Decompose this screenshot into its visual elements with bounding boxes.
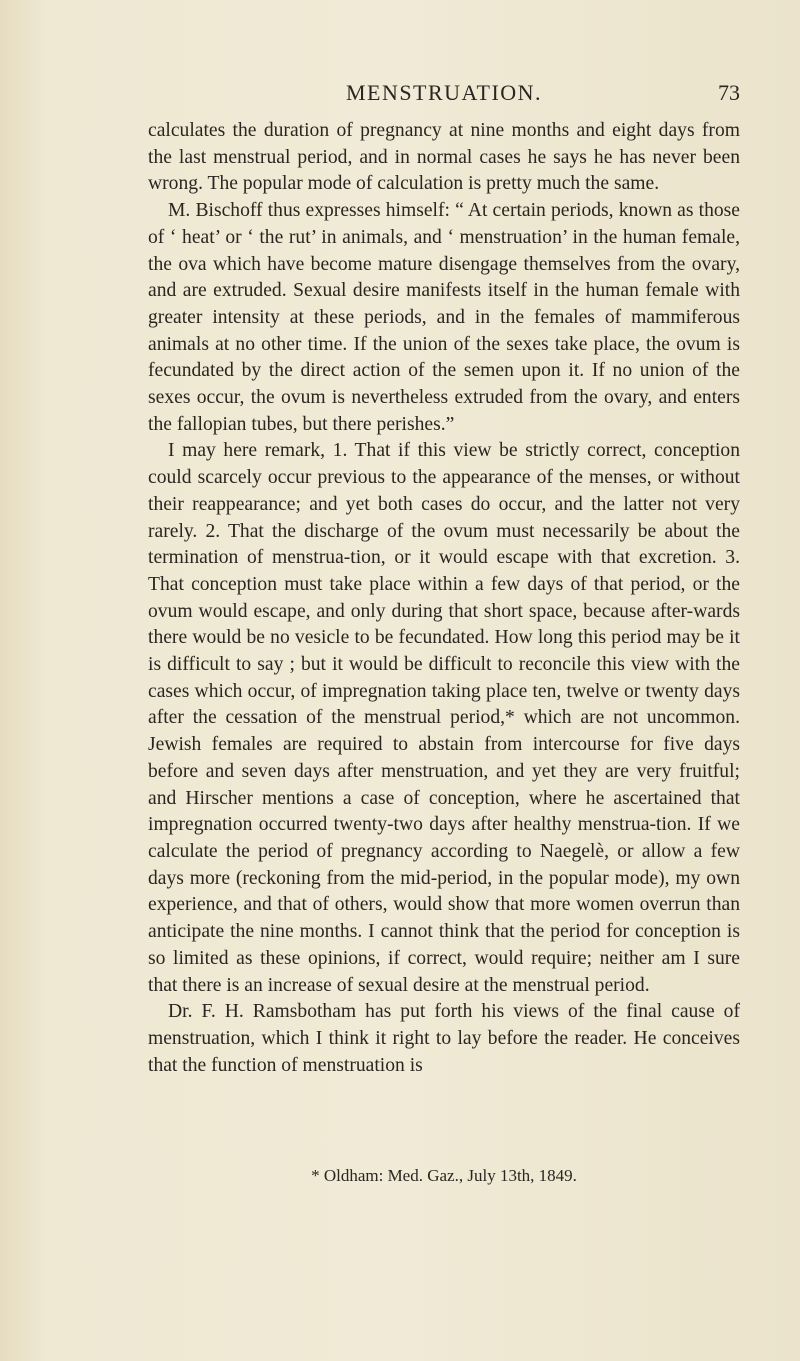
footnote: * Oldham: Med. Gaz., July 13th, 1849. — [311, 1166, 577, 1185]
paragraph-remarks: I may here remark, 1. That if this view be strictly correct, conception could scarcely occur previous to the appearance of the menses, or without their reappearance; and yet both cases do occur, and the latter not very rarely. 2. That the discharge of the ovum must necessarily be about the termination of menstrua-tion, or it would escape with that excretion. 3. That conception must take place within a few days of that period, or the ovum would escape, and only during that short space, because after-wards there would be no vesicle to be fecundated. How long this period may be it is difficult to say ; but it would be difficult to reconcile this view with the cases which occur, of impregnation taking place ten, twelve or twenty days after the cessation of the menstrual period,* which are not uncommon. Jewish females are required to abstain from intercourse for five days before and seven days after menstruation, and yet they are very fruitful; and Hirscher mentions a case of conception, where he ascertained that impregnation occurred twenty-two days after healthy menstrua-tion. If we calculate the period of pregnancy according to Naegelè, or allow a few days more (reckoning from the mid-period, in the popular mode), my own experience, and that of others, would show that more women overrun than anticipate the nine months. I cannot think that the period for conception is so limited as these opinions, if correct, would require; neither am I sure that there is an increase of sexual desire at the menstrual period. — [148, 440, 740, 996]
running-title: MENSTRUATION. — [345, 80, 543, 105]
paragraph-ramsbotham: Dr. F. H. Ramsbotham has put forth his views of the final cause of menstruation, which I think it right to lay before the reader. He conceives that the function of menstruation is — [148, 1001, 740, 1076]
paragraph-bischoff-quote: M. Bischoff thus expresses himself: “ At certain periods, known as those of ‘ heat’ or ‘ the rut’ in animals, and ‘ menstruation’ in the human female, the ova which have become mature disengage themselves from the ovary, and are extruded. Sexual desire manifests itself in the human female with greater intensity at these periods, and in the females of mammiferous animals at no other time. If the union of the sexes take place, the ovum is fecundated by the direct action of the semen upon it. If no union of the sexes occur, the ovum is nevertheless extruded from the ovary, and enters the fallopian tubes, but there perishes.” — [148, 200, 740, 435]
body-text — [148, 118, 740, 1079]
page-number: 73 — [718, 80, 740, 105]
paragraph-continued: calculates the duration of pregnancy at nine months and eight days from the last menstrual period, and in normal cases he says he has never been wrong. The popular mode of calculation is pretty much the same. — [148, 120, 740, 195]
page-header — [148, 80, 740, 112]
